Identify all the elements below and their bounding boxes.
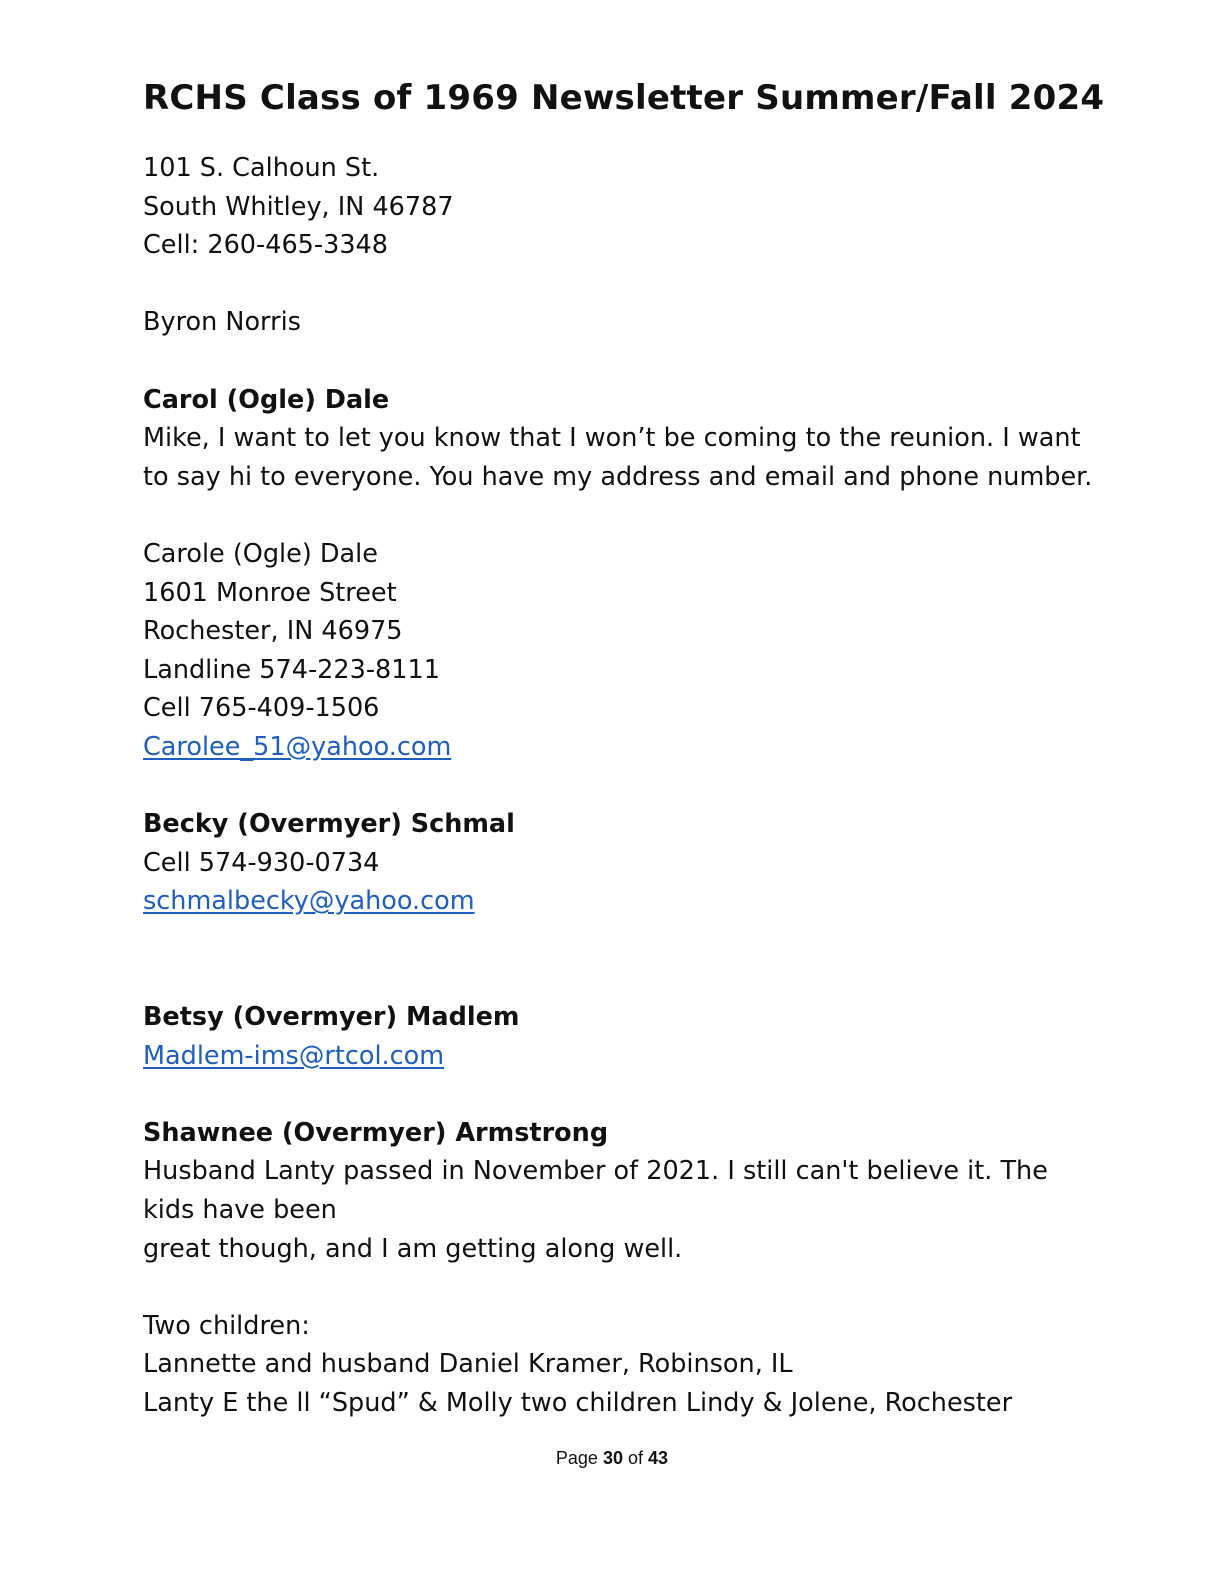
message-line: Mike, I want to let you know that I won’t be coming to the reunion. I want	[143, 423, 1081, 454]
current-page-number: 30	[602, 1448, 623, 1468]
email-link-betsy[interactable]: Madlem-ims@rtcol.com	[143, 1040, 445, 1071]
message-line: great though, and I am getting along well.	[143, 1233, 683, 1264]
newsletter-content	[143, 149, 1093, 1423]
spacer	[143, 265, 1073, 304]
children-label: Two children:	[143, 1310, 310, 1341]
signature: Byron Norris	[143, 307, 301, 338]
address-line: 1601 Monroe Street	[143, 577, 397, 608]
child-entry: Lanty E the ll “Spud” & Molly two children Lindy & Jolene, Rochester	[143, 1388, 1013, 1418]
message-line: Husband Lanty passed in November of 2021. I still can't believe it. The	[143, 1156, 1048, 1187]
spacer	[143, 496, 1073, 535]
phone-line: Cell 574-930-0734	[143, 847, 380, 878]
spacer	[143, 767, 1073, 806]
section-heading-becky: Becky (Overmyer) Schmal	[143, 809, 515, 840]
section-heading-betsy: Betsy (Overmyer) Madlem	[143, 1002, 520, 1033]
message-line: kids have been	[143, 1195, 337, 1226]
page-of-label: of	[628, 1448, 644, 1468]
address-line: 101 S. Calhoun St.	[143, 153, 380, 183]
email-link-carol[interactable]: Carolee_51@yahoo.com	[143, 731, 452, 762]
page-label: Page	[555, 1448, 598, 1468]
address-line: Rochester, IN 46975	[143, 616, 403, 647]
child-entry: Lannette and husband Daniel Kramer, Robinson, IL	[143, 1349, 793, 1380]
total-page-number: 43	[648, 1448, 669, 1468]
phone-line: Landline 574-223-8111	[143, 654, 440, 685]
page-title: RCHS Class of 1969 Newsletter Summer/Fall 2024	[143, 78, 1105, 118]
page-footer	[0, 1446, 1224, 1470]
email-line	[143, 882, 1073, 921]
spacer	[143, 921, 1073, 960]
email-line	[143, 1037, 1073, 1076]
spacer	[143, 342, 1073, 381]
section-heading-shawnee: Shawnee (Overmyer) Armstrong	[143, 1117, 609, 1148]
email-link-becky[interactable]: schmalbecky@yahoo.com	[143, 886, 475, 917]
section-heading-carol: Carol (Ogle) Dale	[143, 384, 390, 415]
spacer	[143, 1268, 1073, 1307]
phone-line: Cell: 260-465-3348	[143, 230, 389, 261]
spacer	[143, 959, 1073, 998]
spacer	[143, 1075, 1073, 1114]
phone-line: Cell 765-409-1506	[143, 693, 380, 724]
message-line: to say hi to everyone. You have my address and email and phone number.	[143, 461, 1093, 492]
email-line	[143, 728, 1073, 767]
address-line: South Whitley, IN 46787	[143, 191, 454, 222]
contact-name: Carole (Ogle) Dale	[143, 538, 378, 569]
